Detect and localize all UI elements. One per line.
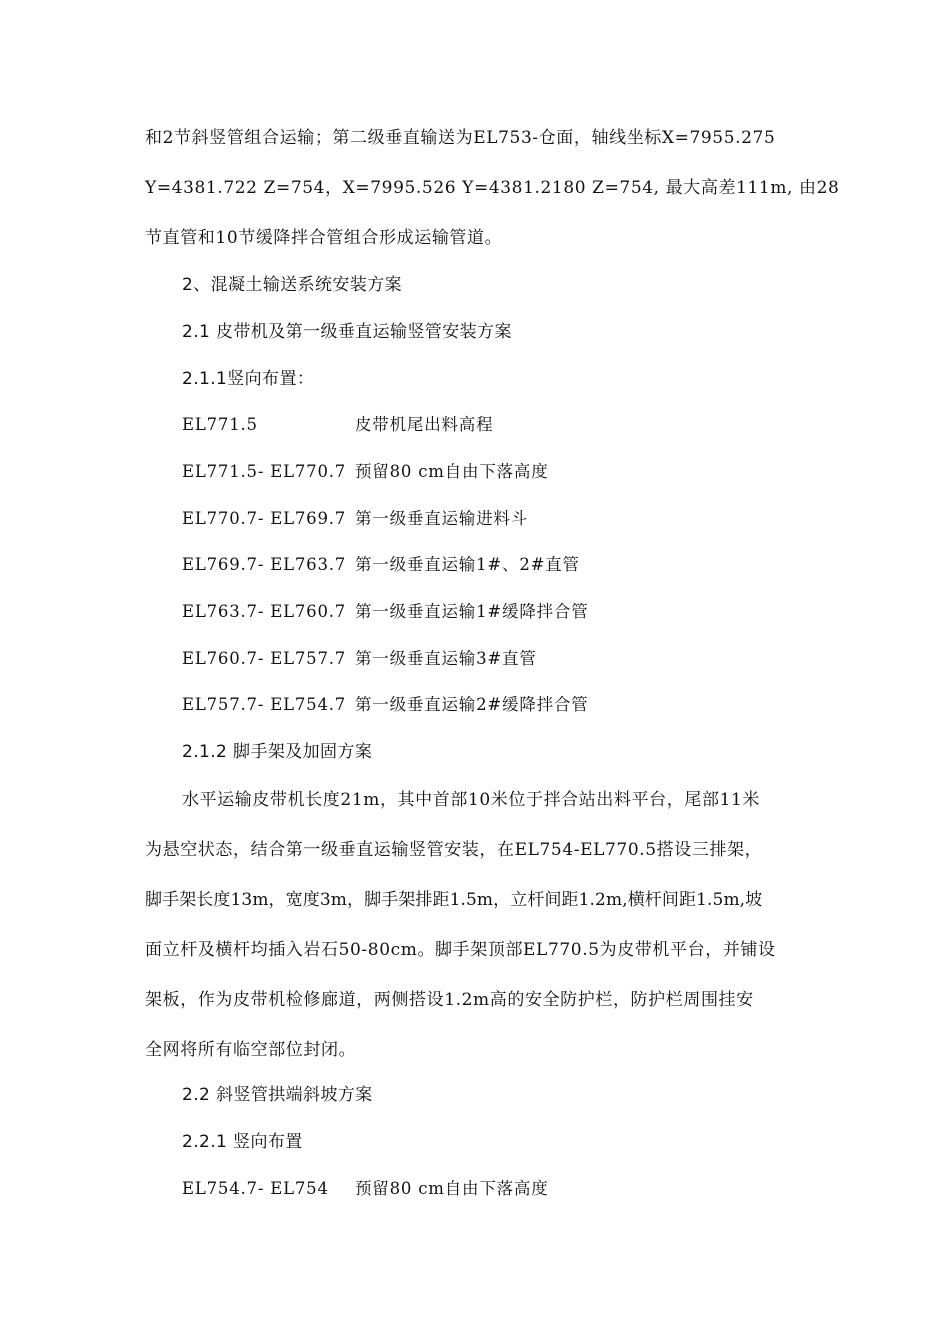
elevation-range: EL754.7- EL754 [182,1179,329,1198]
elevation-range: EL771.5- EL770.7 [182,462,347,481]
paragraph-line: 架板，作为皮带机检修廊道，两侧搭设1.2m高的安全防护栏，防护栏周围挂安 [145,990,754,1010]
elevation-desc: 第一级垂直运输3#直管 [355,649,537,668]
elevation-range: EL771.5 [182,415,258,434]
elevation-range: EL760.7- EL757.7 [182,649,347,668]
elevation-range: EL763.7- EL760.7 [182,602,347,621]
paragraph-line: 脚手架长度13m，宽度3m，脚手架排距1.5m，立杆间距1.2m,横杆间距1.5m,坡 [145,890,763,910]
paragraph-line: 全网将所有临空部位封闭。 [145,1040,357,1060]
elevation-range: EL770.7- EL769.7 [182,509,347,528]
elevation-desc: 第一级垂直运输进料斗 [355,509,528,528]
elevation-row [182,693,589,717]
elevation-desc: 预留80 cm自由下落高度 [355,462,549,481]
elevation-range: EL757.7- EL754.7 [182,695,347,714]
paragraph-line: Y=4381.722 Z=754，X=7995.526 Y=4381.2180 Z=754, 最大高差111m, 由28 [145,178,840,198]
elevation-row [182,507,528,531]
subsection-heading: 2.1 皮带机及第一级垂直运输竖管安装方案 [182,322,512,342]
paragraph-line: 为悬空状态，结合第一级垂直运输竖管安装，在EL754-EL770.5搭设三排架， [145,840,763,860]
paragraph-line: 水平运输皮带机长度21m，其中首部10米位于拌合站出料平台，尾部11米 [182,790,761,810]
elevation-row [182,600,589,624]
elevation-row [182,460,549,484]
elevation-desc: 第一级垂直运输1#、2#直管 [355,555,580,574]
elevation-row [182,553,580,577]
elevation-desc: 第一级垂直运输2#缓降拌合管 [355,695,589,714]
elevation-row [182,647,537,671]
paragraph-line: 和2节斜竖管组合运输；第二级垂直输送为EL753-仓面，轴线坐标X=7955.275 [145,128,776,148]
elevation-desc: 第一级垂直运输1#缓降拌合管 [355,602,589,621]
elevation-desc: 皮带机尾出料高程 [355,415,494,434]
section-heading: 2、混凝土输送系统安装方案 [182,275,403,295]
paragraph-line: 节直管和10节缓降拌合管组合形成运输管道。 [145,228,503,248]
elevation-row [182,413,493,437]
elevation-row [182,1177,549,1201]
paragraph-line: 面立杆及横杆均插入岩石50-80cm。脚手架顶部EL770.5为皮带机平台，并铺设 [145,940,776,960]
subsection-heading: 2.1.1竖向布置： [182,369,315,389]
subsection-heading: 2.2 斜竖管拱端斜坡方案 [182,1085,373,1105]
subsection-heading: 2.1.2 脚手架及加固方案 [182,742,373,762]
elevation-desc: 预留80 cm自由下落高度 [355,1179,549,1198]
elevation-range: EL769.7- EL763.7 [182,555,347,574]
subsection-heading: 2.2.1 竖向布置 [182,1132,303,1152]
